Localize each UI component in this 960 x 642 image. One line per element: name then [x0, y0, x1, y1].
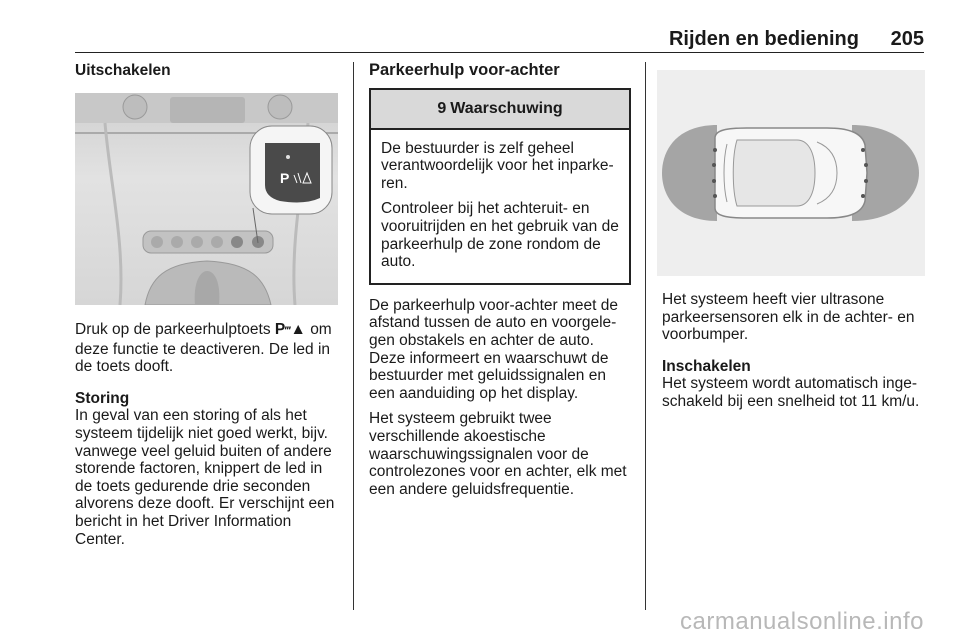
column-divider-1	[353, 62, 354, 610]
parking-assist-icon: P‴▲	[274, 321, 306, 338]
instruction-text-b: om deze functie te deactiveren. De led in de toets dooft.	[75, 321, 332, 376]
header-rule	[75, 52, 924, 53]
instruction-text-a: Druk op de parkeerhulptoets	[75, 321, 271, 338]
storing-block	[75, 390, 340, 548]
inschakelen-text: Het systeem wordt automatisch inge-schakeld bij een snelheid tot 11 km/u.	[662, 375, 920, 410]
inschakelen-block	[662, 358, 927, 411]
warning-icon: 9	[437, 99, 447, 117]
watermark: carmanualsonline.info	[680, 608, 924, 635]
instruction-paragraph	[75, 321, 340, 376]
column-1	[75, 62, 340, 80]
dashboard-illustration	[75, 93, 338, 305]
rear-sensor-zone	[662, 125, 717, 221]
warning-text-2: Controleer bij het achteruit- en vooruitrijden en het gebruik van de parkeerhulp de zone rondom de auto.	[381, 200, 619, 271]
page-header	[75, 26, 924, 52]
subheading-inschakelen: Inschakelen	[662, 357, 751, 375]
signals-paragraph: Het systeem gebruikt twee verschillende akoestische waarschuwingssignalen voor de controlezones voor en achter, elk met een andere geluidsfrequentie.	[369, 410, 627, 498]
column-divider-2	[645, 62, 646, 610]
warning-text-1: De bestuurder is zelf geheel verantwoordelijk voor het inparke-ren.	[381, 139, 614, 192]
sensor-zone-diagram	[657, 70, 925, 276]
car-sensor-illustration	[657, 70, 925, 276]
warning-title: Waarschuwing	[450, 99, 563, 117]
warning-box	[369, 88, 631, 285]
warning-body	[371, 130, 629, 283]
button-p-label: P	[280, 170, 290, 186]
warning-header	[371, 90, 629, 130]
column-1-text	[75, 321, 340, 556]
column-2	[369, 62, 631, 506]
car-top-view	[715, 128, 867, 218]
section-heading-uitschakelen: Uitschakelen	[75, 62, 171, 79]
section-heading-parkeerhulp: Parkeerhulp voor-achter	[369, 61, 560, 79]
subheading-storing: Storing	[75, 389, 130, 407]
page-number: 205	[890, 28, 924, 50]
description-paragraph: De parkeerhulp voor-achter meet de afstand tussen de auto en voorgele-gen obstakels en achter de auto. Deze informeert en waarschuwt de bestuurder met geluidssignalen en een aanduiding op het display.	[369, 296, 618, 402]
sensors-paragraph: Het systeem heeft vier ultrasone parkeersensoren elk in de achter- en voorbumper.	[662, 291, 915, 344]
button-callout	[250, 126, 332, 243]
storing-text: In geval van een storing of als het systeem tijdelijk niet goed werkt, bijv. vanwege veel geluid buiten of andere storende factoren, knippert de led in de toets gedurende drie seconden alvorens deze dooft. Er verschijnt een bericht in het Driver Information Center.	[75, 407, 335, 548]
column-3-text	[662, 291, 927, 419]
parking-button-photo	[75, 93, 338, 305]
header-title: Rijden en bediening	[668, 28, 859, 50]
